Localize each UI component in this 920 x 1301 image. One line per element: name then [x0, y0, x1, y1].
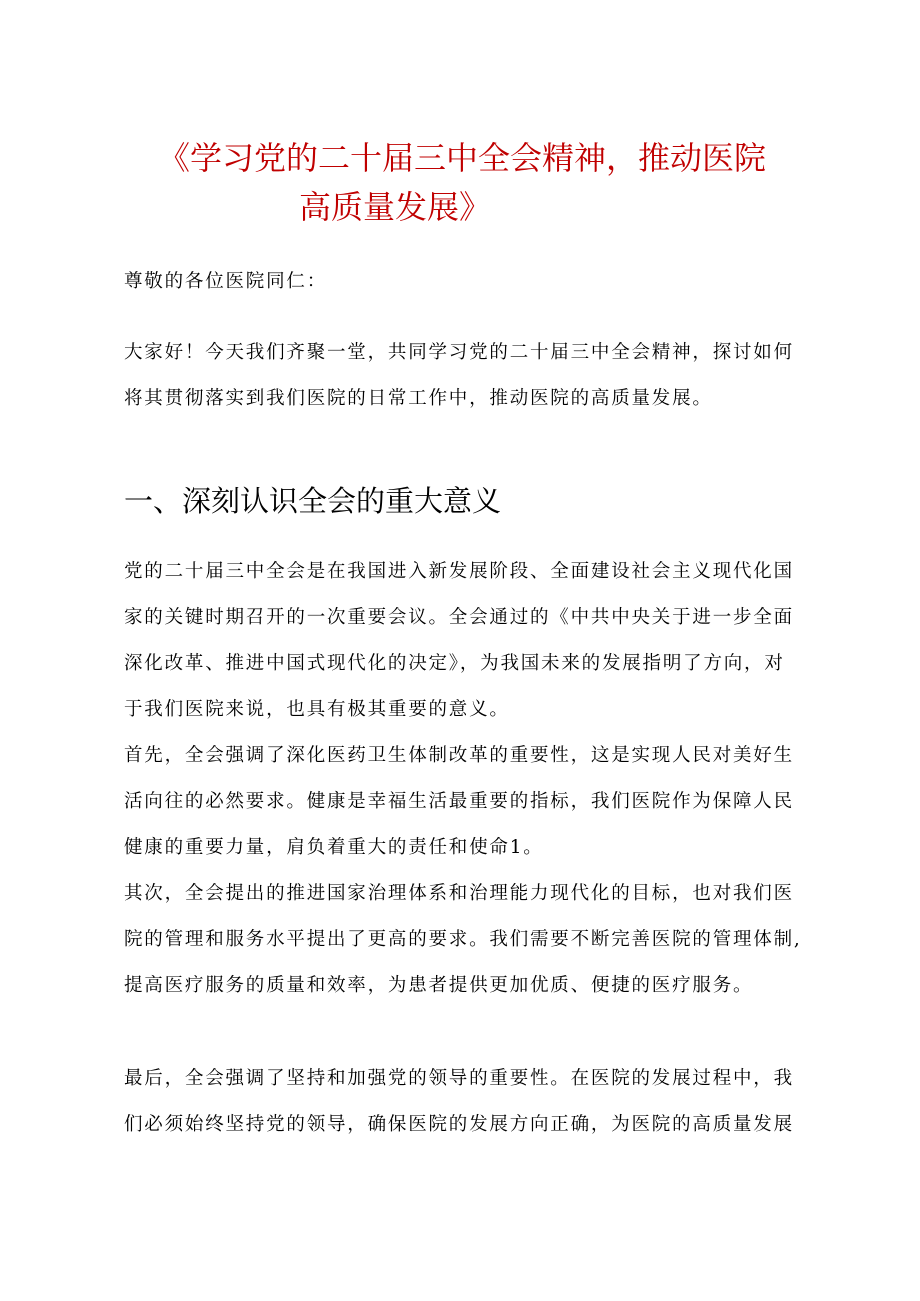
paragraph-first	[124, 733, 804, 871]
section-heading: 一、深刻认识全会的重大意义	[124, 484, 502, 518]
intro-line-2: 将其贯彻落实到我们医院的日常工作中，推动医院的高质量发展。	[124, 388, 713, 409]
para3-line-1: 其次，全会提出的推进国家治理体系和治理能力现代化的目标，也对我们医	[124, 883, 794, 904]
para1-line-1: 党的二十届三中全会是在我国进入新发展阶段、全面建设社会主义现代化国	[124, 561, 794, 582]
para2-line-3: 健康的重要力量，肩负着重大的责任和使命1。	[124, 837, 544, 858]
paragraph-second	[124, 871, 804, 1009]
para3-line-2: 院的管理和服务水平提出了更高的要求。我们需要不断完善医院的管理体制,	[124, 929, 802, 950]
salutation-text: 尊敬的各位医院同仁：	[124, 271, 328, 292]
salutation	[124, 259, 804, 305]
para2-line-1: 首先，全会强调了深化医药卫生体制改革的重要性，这是实现人民对美好生	[124, 745, 794, 766]
para3-line-3: 提高医疗服务的质量和效率，为患者提供更加优质、便捷的医疗服务。	[124, 975, 754, 996]
para1-line-4: 于我们医院来说，也具有极其重要的意义。	[124, 699, 510, 720]
para4-line-1: 最后，全会强调了坚持和加强党的领导的重要性。在医院的发展过程中，我	[124, 1068, 794, 1089]
para2-line-2: 活向往的必然要求。健康是幸福生活最重要的指标，我们医院作为保障人民	[124, 791, 794, 812]
para4-line-2: 们必须始终坚持党的领导，确保医院的发展方向正确，为医院的高质量发展	[124, 1114, 794, 1135]
para1-line-2: 家的关键时期召开的一次重要会议。全会通过的《中共中央关于进一步全面	[124, 607, 794, 628]
paragraph-significance	[124, 549, 804, 733]
intro-paragraph	[124, 330, 804, 422]
paragraph-finally	[124, 1056, 804, 1148]
document-title	[158, 134, 818, 232]
title-line-1: 《学习党的二十届三中全会精神，推动医院	[158, 139, 767, 177]
title-line-2: 高质量发展》	[299, 188, 492, 226]
intro-line-1: 大家好！今天我们齐聚一堂，共同学习党的二十届三中全会精神，探讨如何	[124, 342, 794, 363]
para1-line-3: 深化改革、推进中国式现代化的决定》，为我国未来的发展指明了方向，对	[124, 653, 785, 674]
